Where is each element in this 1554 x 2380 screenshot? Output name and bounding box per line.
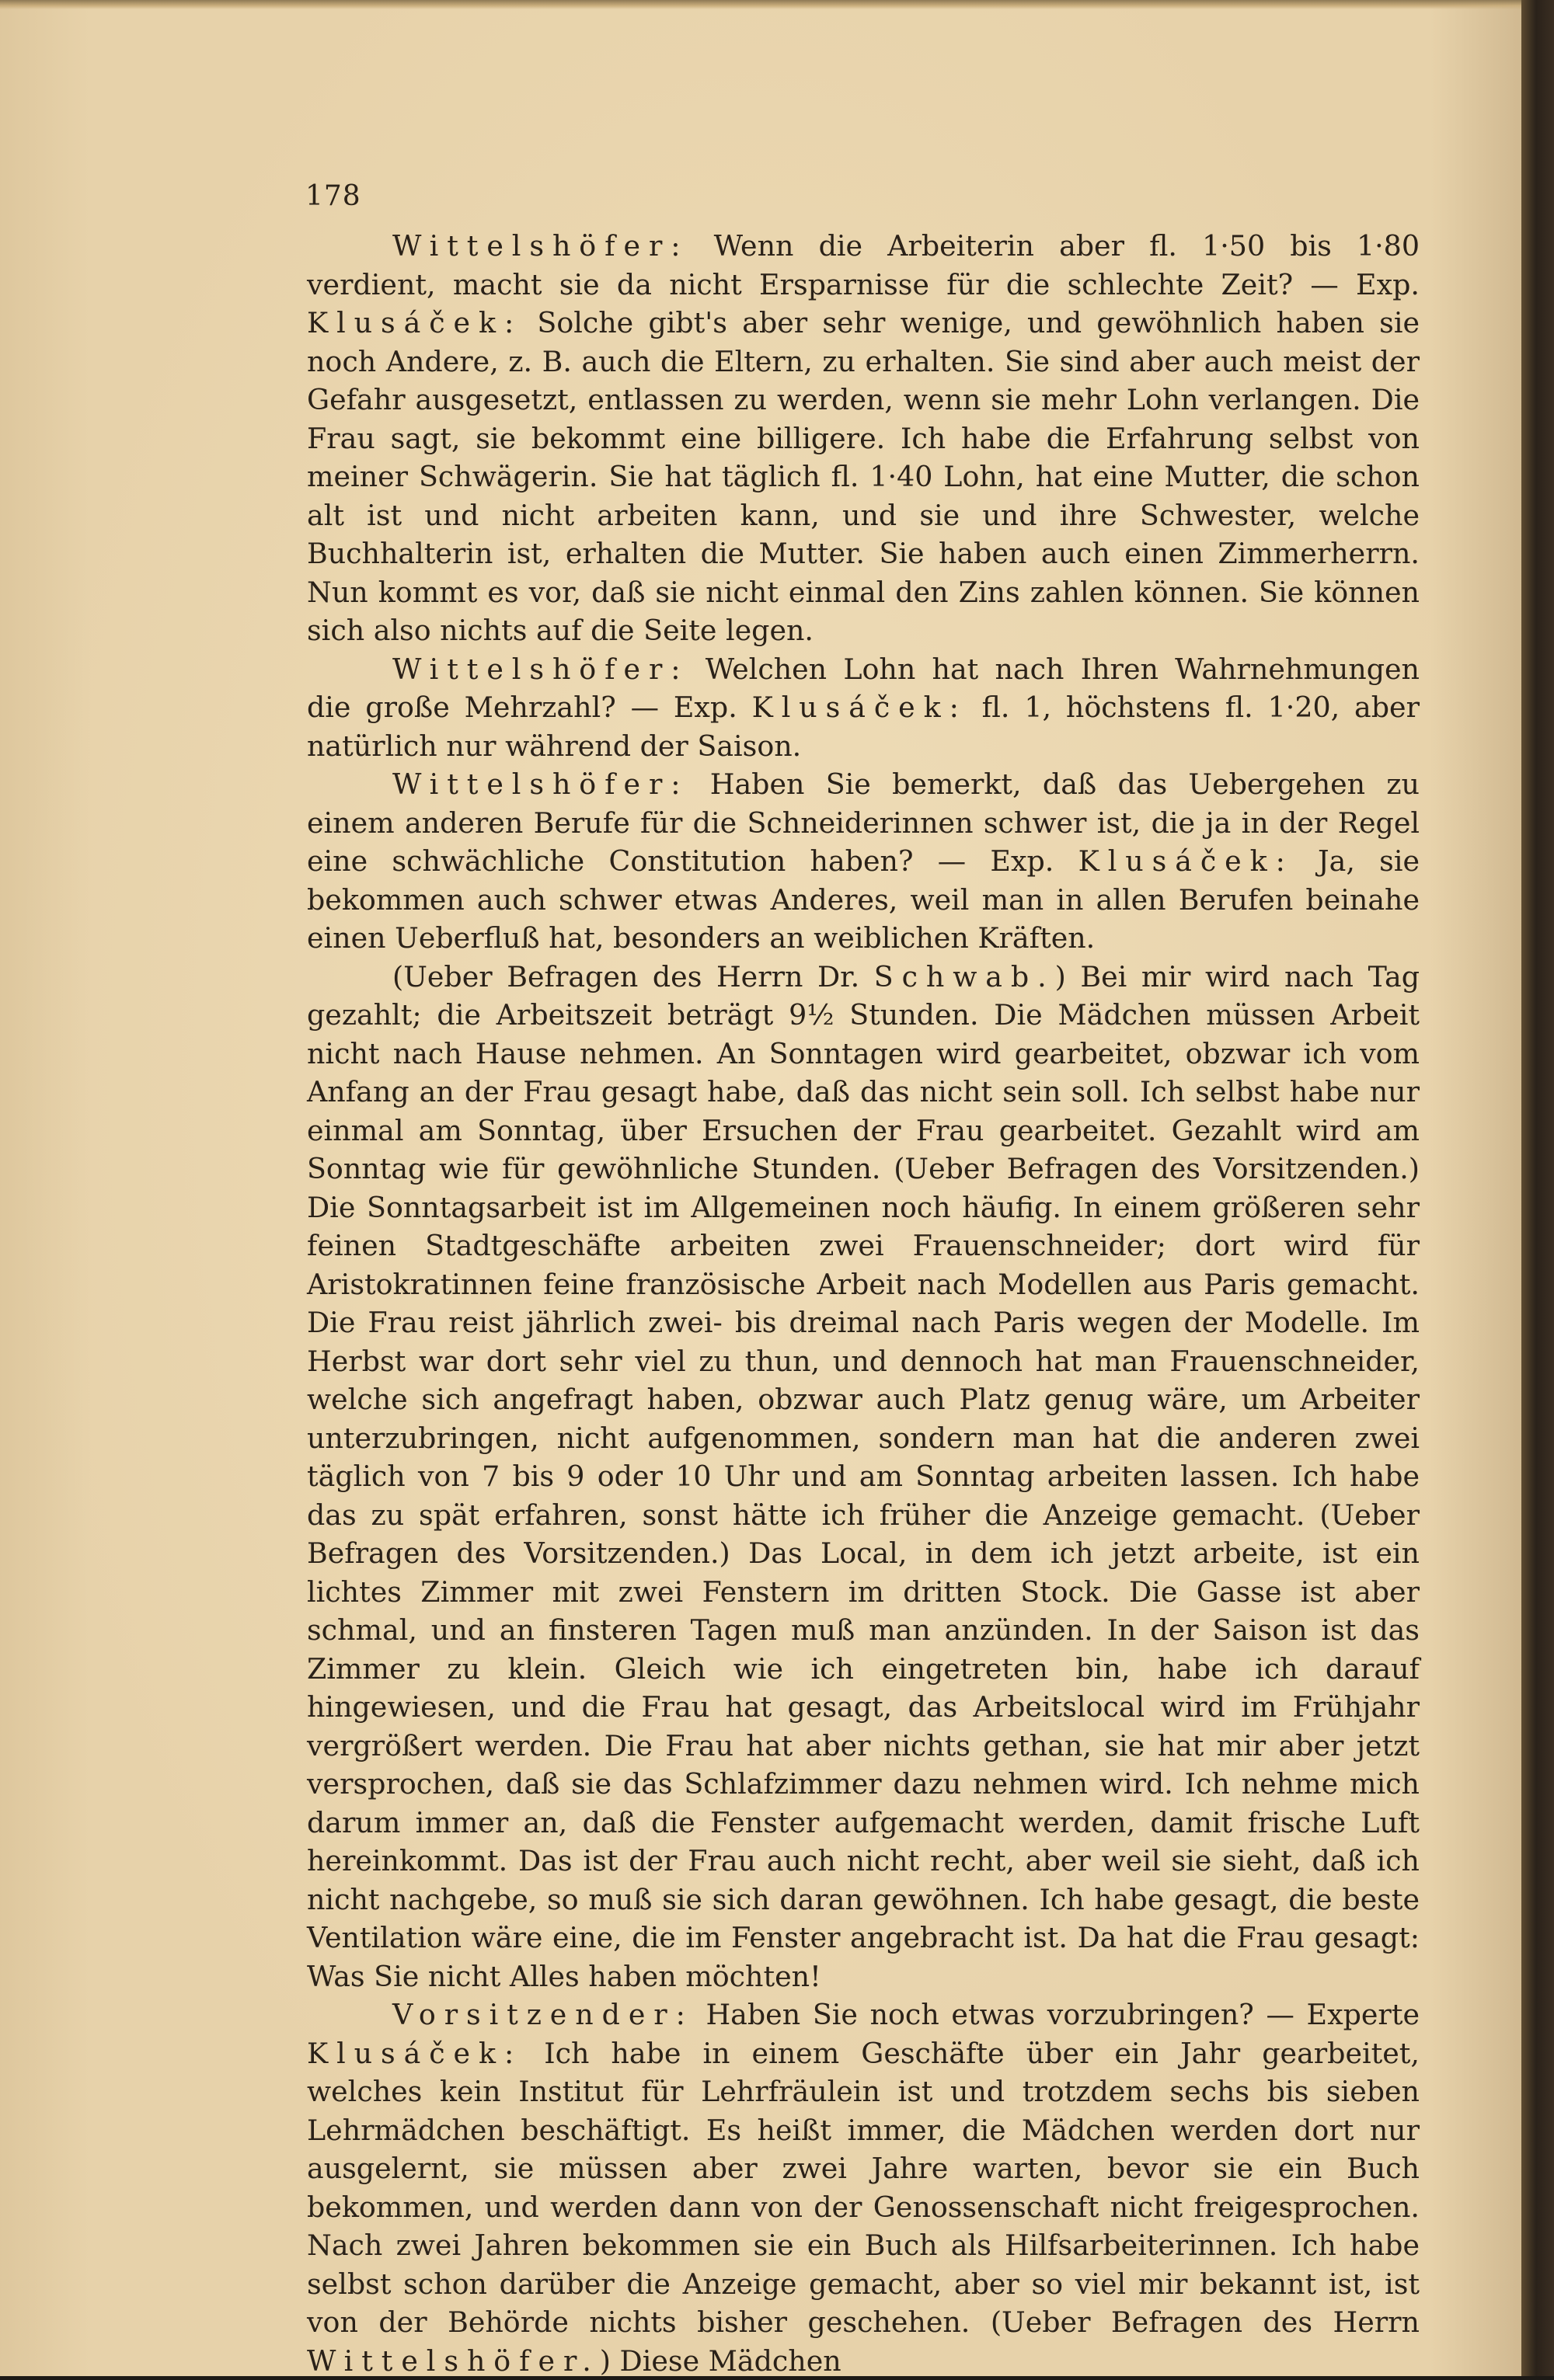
expert-name: Klusáček: <box>307 2036 523 2070</box>
page-top-edge <box>0 0 1521 9</box>
paragraph-text: Haben Sie noch etwas vorzubringen? — Experte <box>693 1998 1420 2031</box>
paragraph-text: Ich habe in einem Geschäfte über ein Jahr gearbeitet, welches kein Institut für Lehrfräulein ist und trotzdem sechs bis sieben Lehrmädchen beschäftigt. Es heißt immer, die Mädchen werden dort nur ausgelernt, sie müssen aber zwei Jahre warten, bevor sie ein Buch bekommen, und werden dann von der Genossenschaft nicht freigesprochen. Nach zwei Jahren bekommen sie ein Buch als Hilfsarbeiterinnen. Ich habe selbst schon darüber die Anzeige gemacht, aber so viel mir bekannt ist, ist von der Behörde nichts bisher geschehen. (Ueber Befragen des Herrn <box>307 2036 1420 2339</box>
speaker-name: Vorsitzender: <box>392 1998 694 2031</box>
page-number: 178 <box>305 180 361 212</box>
paragraph-5 <box>307 1996 1420 2380</box>
speaker-name: Wittelshöfer: <box>392 767 689 801</box>
paragraph-text: Wenn die Arbeiterin aber fl. 1·50 bis 1·80 verdient, macht sie da nicht Ersparnisse für die schlechte Zeit? — Exp. <box>307 229 1420 301</box>
body-text <box>307 227 1420 2378</box>
questioner-name: Schwab. <box>873 959 1055 993</box>
book-spine <box>1521 0 1554 2376</box>
paragraph-text: Solche gibt's aber sehr wenige, und gewöhnlich haben sie noch Andere, z. B. auch die Eltern, zu erhalten. Sie sind aber auch meist der Gefahr ausgesetzt, entlassen zu werden, wenn sie mehr Lohn verlangen. Die Frau sagt, sie bekommt eine billigere. Ich habe die Erfahrung selbst von meiner Schwägerin. Sie hat täglich fl. 1·40 Lohn, hat eine Mutter, die schon alt ist und nicht arbeiten kann, und sie und ihre Schwester, welche Buchhalterin ist, erhalten die Mutter. Sie haben auch einen Zimmerherrn. Nun kommt es vor, daß sie nicht einmal den Zins zahlen können. Sie können sich also nichts auf die Seite legen. <box>307 306 1420 647</box>
paragraph-text: ) Diese Mädchen <box>599 2343 841 2378</box>
speaker-name: Wittelshöfer: <box>392 652 689 686</box>
paragraph-text: (Ueber Befragen des Herrn Dr. <box>392 959 874 993</box>
paragraph-text: fl. 1, höchstens fl. 1·20, aber natürlich nur während der Saison. <box>307 691 1420 763</box>
paragraph-text: Haben Sie bemerkt, daß das Uebergehen zu einem anderen Berufe für die Schneiderinnen schwer ist, die ja in der Regel eine schwächliche Constitution haben? — Exp. <box>307 767 1420 878</box>
paragraph-3 <box>307 765 1420 958</box>
paragraph-2 <box>307 650 1420 766</box>
expert-name: Klusáček: <box>1078 844 1294 878</box>
paragraph-1 <box>307 227 1420 650</box>
expert-name: Klusáček: <box>751 691 967 724</box>
expert-name: Klusáček: <box>307 306 523 339</box>
paragraph-text: ) Bei mir wird nach Tag gezahlt; die Arbeitszeit beträgt 9½ Stunden. Die Mädchen müssen Arbeit nicht nach Hause nehmen. An Sonntagen wird gearbeitet, obzwar ich vom Anfang an der Frau gesagt habe, daß das nicht sein soll. Ich selbst habe nur einmal am Sonntag, über Ersuchen der Frau gearbeitet. Gezahlt wird am Sonntag wie für gewöhnliche Stunden. (Ueber Befragen des Vorsitzenden.) Die Sonntagsarbeit ist im Allgemeinen noch häufig. In einem größeren sehr feinen Stadtgeschäfte arbeiten zwei Frauenschneider; dort wird für Aristokratinnen feine französische Arbeit nach Modellen aus Paris gemacht. Die Frau reist jährlich zwei- bis dreimal nach Paris wegen der Modelle. Im Herbst war dort sehr viel zu thun, und dennoch hat man Frauenschneider, welche sich angefragt haben, obzwar auch Platz genug wäre, um Arbeiter unterzubringen, nicht aufgenommen, sondern man hat die anderen zwei täglich von 7 bis 9 oder 10 Uhr und am Sonntag arbeiten lassen. Ich habe das zu spät erfahren, sonst hätte ich früher die Anzeige gemacht. (Ueber Befragen des Vorsitzenden.) Das Local, in dem ich jetzt arbeite, ist ein lichtes Zimmer mit zwei Fenstern im dritten Stock. Die Gasse ist aber schmal, und an finsteren Tagen muß man anzünden. In der Saison ist das Zimmer zu klein. Gleich wie ich eingetreten bin, habe ich darauf hingewiesen, und die Frau hat gesagt, das Arbeitslocal wird im Frühjahr vergrößert werden. Die Frau hat aber nichts gethan, sie hat mir aber jetzt versprochen, daß sie das Schlafzimmer dazu nehmen wird. Ich nehme mich darum immer an, daß die Fenster aufgemacht werden, damit frische Luft hereinkommt. Das ist der Frau auch nicht recht, aber weil sie sieht, daß ich nicht nachgebe, so muß sie sich daran gewöhnen. Ich habe gesagt, die beste Ventilation wäre eine, die im Fenster angebracht ist. Da hat die Frau gesagt: Was Sie nicht Alles haben möchten! <box>307 959 1420 1993</box>
paragraph-text: Welchen Lohn hat nach Ihren Wahrnehmungen die große Mehrzahl? — Exp. <box>307 652 1420 724</box>
speaker-name: Wittelshöfer: <box>392 229 689 263</box>
paragraph-text: Ja, sie bekommen auch schwer etwas Anderes, weil man in allen Berufen beinahe einen Ueberfluß hat, besonders an weiblichen Kräften. <box>307 844 1420 955</box>
questioner-name: Wittelshöfer. <box>307 2343 600 2378</box>
paragraph-4 <box>307 958 1420 1996</box>
